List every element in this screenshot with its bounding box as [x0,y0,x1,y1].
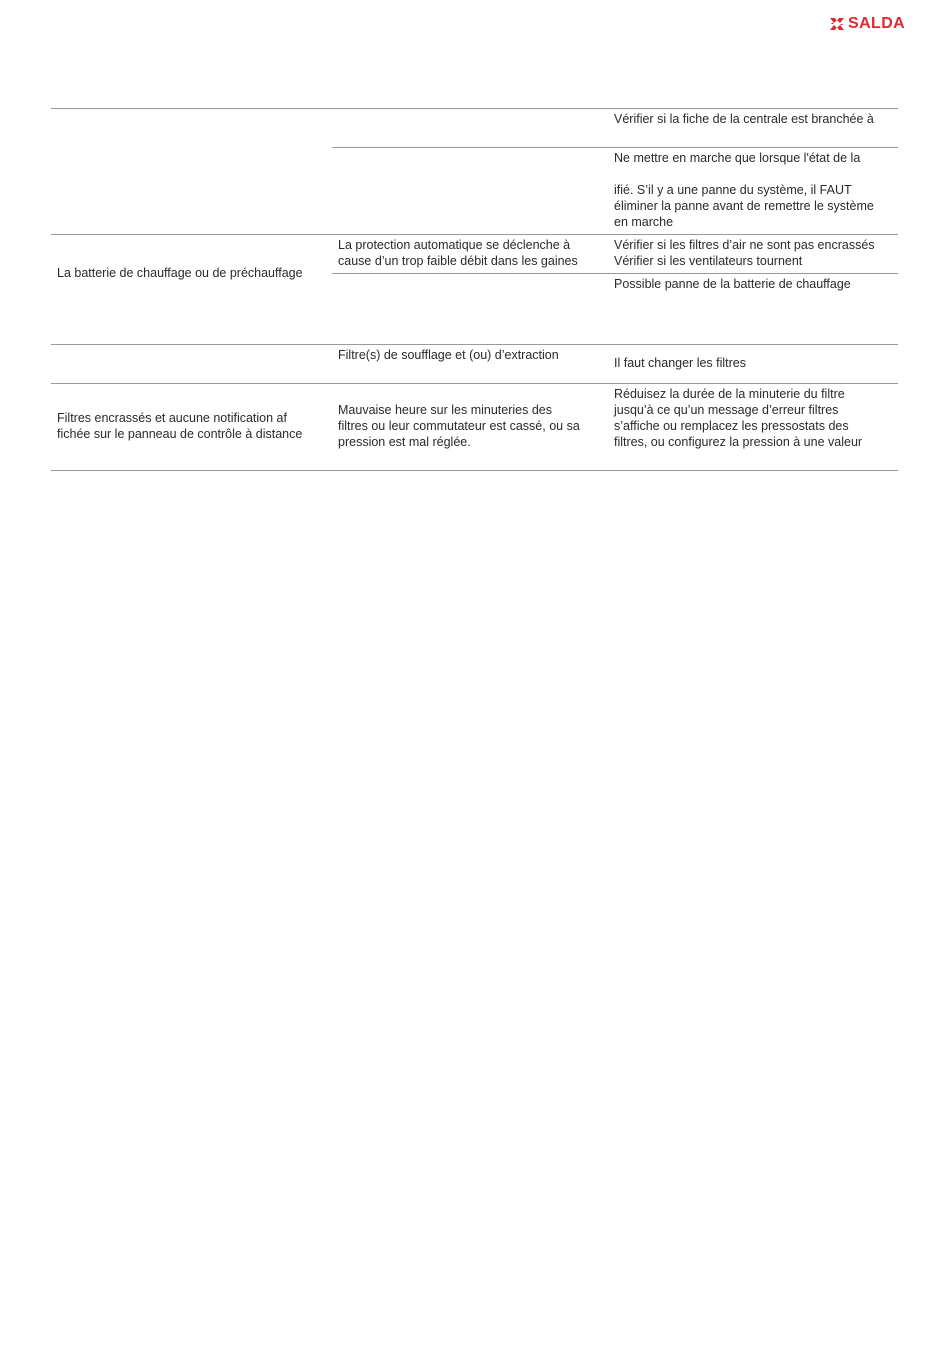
text-line: jusqu’à ce qu’un message d’erreur filtres [614,403,839,417]
text-line: Mauvaise heure sur les minuteries des [338,403,552,417]
text-line: éliminer la panne avant de remettre le système [614,199,874,213]
table-rule [51,234,898,235]
table-rule [332,147,898,148]
cause-cell [338,402,580,450]
text-line: La batterie de chauffage ou de préchauffage [57,266,303,280]
text-line: Vérifier si les ventilateurs tournent [614,254,803,268]
text-line: fichée sur le panneau de contrôle à distance [57,427,303,441]
solution-cell [614,386,862,450]
table-rule [51,470,898,471]
text-line: s’affiche ou remplacez les pressostats des [614,419,849,433]
brand-name: SALDA [848,15,906,32]
cause-cell [338,347,559,363]
text-line: pression est mal réglée. [338,435,471,449]
text-line: Vérifier si les filtres d’air ne sont pas encrassés [614,238,875,252]
text-line: filtres, ou configurez la pression à une valeur [614,435,863,449]
text-line: Ne mettre en marche que lorsque l'état de la [614,151,861,165]
text-line: en marche [614,215,674,229]
text-line: Filtres encrassés et aucune notification af [57,411,287,425]
problem-cell [57,265,303,281]
table-rule [51,108,898,109]
solution-cell [614,150,860,166]
solution-cell [614,237,875,269]
brand-logo [829,16,905,32]
text-line: Vérifier si la fiche de la centrale est branchée à [614,112,874,126]
troubleshooting-table [51,108,898,471]
text-line: cause d’un trop faible débit dans les gaines [338,254,578,268]
table-rule [332,273,898,274]
text-line: La protection automatique se déclenche à [338,238,571,252]
solution-cell [614,182,874,230]
text-line: Possible panne de la batterie de chauffage [614,277,851,291]
solution-cell [614,355,746,371]
text-line: Il faut changer les filtres [614,356,747,370]
text-line: Filtre(s) de soufflage et (ou) d’extraction [338,348,559,362]
table-rule [51,383,898,384]
solution-cell [614,111,874,127]
text-line: ifié. S’il y a une panne du système, il FAUT [614,183,852,197]
salda-logo-icon [829,16,845,32]
problem-cell [57,410,302,442]
table-rule [51,344,898,345]
solution-cell [614,276,851,292]
text-line: filtres ou leur commutateur est cassé, ou sa [338,419,580,433]
cause-cell [338,237,578,269]
text-line: Réduisez la durée de la minuterie du filtre [614,387,845,401]
